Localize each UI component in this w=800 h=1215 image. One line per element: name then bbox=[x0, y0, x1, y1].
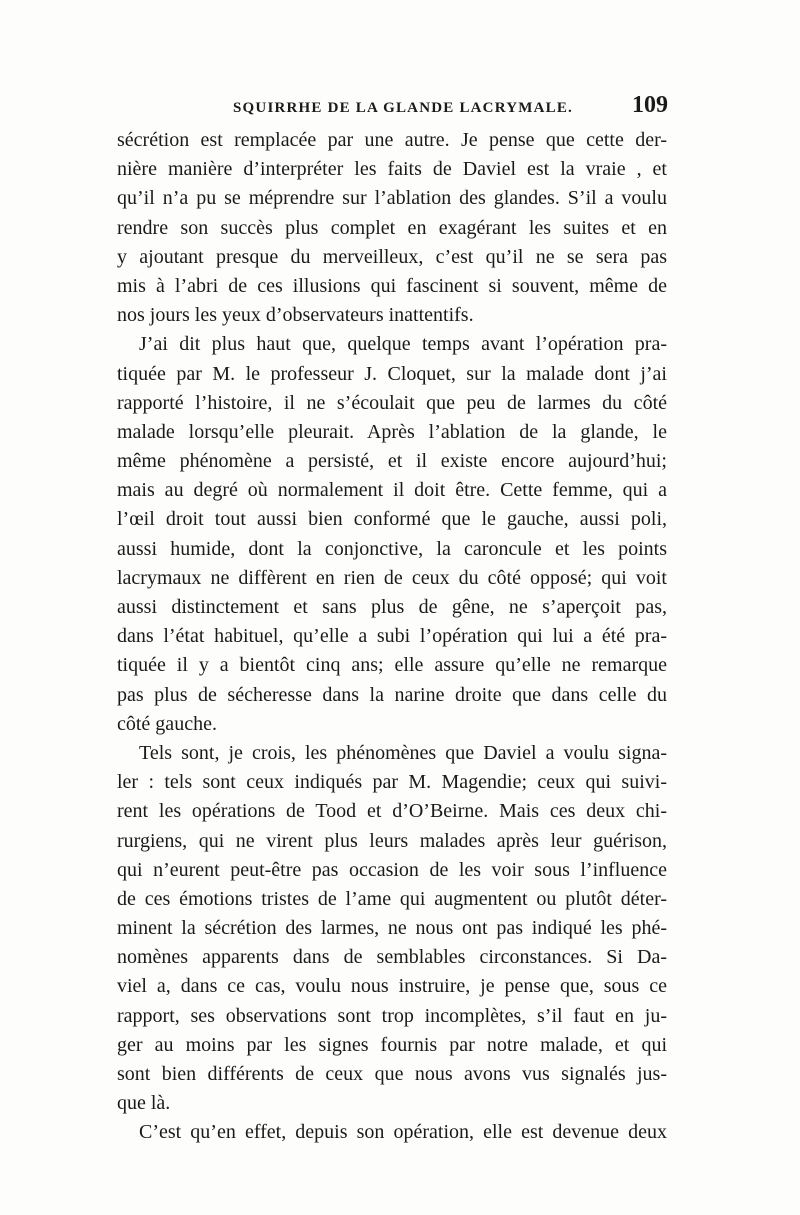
text-line: lacrymaux ne diffèrent en rien de ceux du côté opposé; qui voit bbox=[117, 566, 667, 589]
running-title: SQUIRRHE DE LA GLANDE LACRYMALE. bbox=[233, 100, 573, 116]
text-line: ler : tels sont ceux indiqués par M. Magendie; ceux qui suivi- bbox=[117, 771, 667, 794]
text-line: tiquée par M. le professeur J. Cloquet, sur la malade dont j’ai bbox=[117, 362, 667, 385]
running-header bbox=[133, 92, 668, 122]
text-line: rapporté l’histoire, il ne s’écoulait que peu de larmes du côté bbox=[117, 391, 667, 414]
text-line: mis à l’abri de ces illusions qui fascinent si souvent, même de bbox=[117, 274, 667, 297]
text-line: C’est qu’en effet, depuis son opération, elle est devenue deux bbox=[139, 1121, 667, 1144]
text-line: tiquée il y a bientôt cinq ans; elle assure qu’elle ne remarque bbox=[117, 654, 667, 677]
text-line: côté gauche. bbox=[117, 712, 217, 735]
page-number: 109 bbox=[632, 92, 668, 118]
text-line: ger au moins par les signes fournis par notre malade, et qui bbox=[117, 1033, 667, 1056]
text-line: rent les opérations de Tood et d’O’Beirne. Mais ces deux chi- bbox=[117, 800, 667, 823]
text-line: qu’il n’a pu se méprendre sur l’ablation des glandes. S’il a voulu bbox=[117, 187, 667, 210]
text-line: nos jours les yeux d’observateurs inattentifs. bbox=[117, 304, 474, 327]
text-line: sécrétion est remplacée par une autre. Je pense que cette der- bbox=[117, 129, 667, 151]
text-line: rurgiens, qui ne virent plus leurs malades après leur guérison, bbox=[117, 829, 667, 852]
text-line: Tels sont, je crois, les phénomènes que Daviel a voulu signa- bbox=[139, 741, 667, 764]
text-line: minent la sécrétion des larmes, ne nous ont pas indiqué les phé- bbox=[117, 917, 667, 940]
text-line: que là. bbox=[117, 1092, 171, 1115]
text-line: viel a, dans ce cas, voulu nous instruire, je pense que, sous ce bbox=[117, 975, 667, 998]
text-line: rendre son succès plus complet en exagérant les suites et en bbox=[117, 216, 667, 239]
text-line: nière manière d’interpréter les faits de Daviel est la vraie , et bbox=[117, 158, 667, 181]
text-line: qui n’eurent peut-être pas occasion de les voir sous l’influence bbox=[117, 858, 667, 881]
text-line: de ces émotions tristes de l’ame qui augmentent ou plutôt déter- bbox=[117, 887, 667, 910]
text-line: sont bien différents de ceux que nous avons vus signalés jus- bbox=[117, 1063, 667, 1085]
text-line: rapport, ses observations sont trop incomplètes, s’il faut en ju- bbox=[117, 1004, 667, 1027]
text-line: aussi distinctement et sans plus de gêne, ne s’aperçoit pas, bbox=[117, 596, 667, 618]
text-line: mais au degré où normalement il doit être. Cette femme, qui a bbox=[117, 479, 667, 502]
text-line: malade lorsqu’elle pleurait. Après l’ablation de la glande, le bbox=[117, 420, 667, 443]
text-line: dans l’état habituel, qu’elle a subi l’opération qui lui a été pra- bbox=[117, 625, 667, 648]
body-text bbox=[117, 126, 667, 1148]
text-line: même phénomène a persisté, et il existe encore aujourd’hui; bbox=[117, 450, 667, 473]
text-line: y ajoutant presque du merveilleux, c’est qu’il ne se sera pas bbox=[117, 245, 667, 268]
text-line: J’ai dit plus haut que, quelque temps avant l’opération pra- bbox=[139, 333, 667, 356]
text-line: l’œil droit tout aussi bien conformé que le gauche, aussi poli, bbox=[117, 508, 667, 531]
text-line: aussi humide, dont la conjonctive, la caroncule et les points bbox=[117, 537, 667, 560]
text-line: nomènes apparents dans de semblables circonstances. Si Da- bbox=[117, 946, 667, 969]
text-line: pas plus de sécheresse dans la narine droite que dans celle du bbox=[117, 683, 667, 706]
